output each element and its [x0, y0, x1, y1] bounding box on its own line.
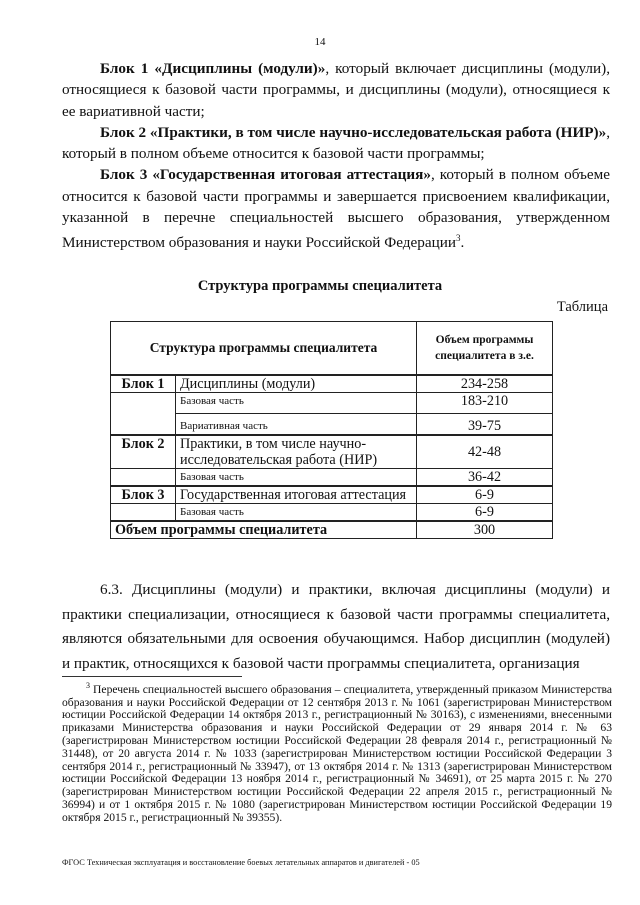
table-row	[111, 486, 553, 504]
page-number: 14	[314, 36, 326, 48]
table-row	[111, 414, 553, 436]
block1-title: Блок 1 «Дисциплины (модули)»	[100, 60, 326, 77]
block3-text: , который в полном объеме относится к базовой части программы и завершается присвоением квалификации, указанной в перечне специальностей высшего образования, утвержденном Министерством образования и науки Российской Федерации	[62, 166, 610, 252]
row-name: Практики, в том числе научно-исследовательская работа (НИР)	[176, 435, 417, 469]
row-block	[111, 504, 176, 522]
footnote	[62, 680, 612, 825]
footnote-mark: 3	[86, 681, 90, 690]
intro-paragraphs	[62, 58, 610, 254]
table-row	[111, 435, 553, 469]
row-block: Блок 3	[111, 486, 176, 504]
table-label: Таблица	[556, 299, 608, 315]
row-name: Дисциплины (модули)	[176, 375, 417, 393]
block3-title: Блок 3 «Государственная итоговая аттестация»	[100, 166, 431, 184]
footnote-text: Перечень специальностей высшего образования – специалитета, утвержденный приказом Министерства образования и науки Российской Федерации от 12 сентября 2013 г. № 1061 (зарегистрирован Министерством юстиции Российской Федерации 14 октября 2013 г., регистрационный № 30163), с изменениями, внесенными приказами Министерства образования и науки Российской Федерации от 29 января 2014 г. № 63 (зарегистрирован Министерством юстиции Российской Федерации 28 февраля 2014 г., регистрационный № 31448), от 20 августа 2014 г. № 1033 (зарегистрирован Министерством юстиции Российской Федерации 3 сентября 2014 г., регистрационный № 33947), от 13 октября 2014 г. № 1313 (зарегистрирован Министерством юстиции Российской Федерации 13 ноября 2014 г., регистрационный № 34691), от 25 марта 2015 г. № 270 (зарегистрирован Министерством юстиции Российской Федерации 22 апреля 2015 г., регистрационный № 36994) и от 1 октября 2015 г. № 1080 (зарегистрирован Министерством юстиции Российской Федерации 19 октября 2015 г., регистрационный № 39355).	[62, 682, 613, 824]
total-label: Объем программы специалитета	[111, 521, 417, 539]
row-name: Вариативная часть	[176, 414, 417, 436]
row-value: 42-48	[417, 435, 553, 469]
header-volume: Объем программы специалитета в з.е.	[417, 322, 553, 376]
table-total-row	[111, 521, 553, 539]
total-value: 300	[417, 521, 553, 539]
paragraph-block3	[62, 164, 610, 253]
table-row	[111, 504, 553, 522]
block1-text: , который включает дисциплины (модули), относящиеся к базовой части программы, и дисциплины (модули), относящиеся к ее вариативной части;	[62, 60, 610, 120]
header-structure: Структура программы специалитета	[111, 322, 417, 376]
paragraph-block2	[62, 122, 610, 165]
row-block	[111, 469, 176, 487]
structure-table	[110, 321, 553, 539]
table-row	[111, 375, 553, 393]
row-block: Блок 1	[111, 375, 176, 393]
block2-text: , который в полном объеме относится к базовой части программы;	[62, 123, 610, 163]
block2-title: Блок 2 «Практики, в том числе научно-исследовательская работа (НИР)»	[100, 123, 607, 141]
table-title: Структура программы специалитета	[197, 278, 443, 294]
row-value: 234-258	[417, 375, 553, 393]
row-value: 6-9	[417, 504, 553, 522]
document-footer: ФГОС Техническая эксплуатация и восстановление боевых летательных аппаратов и двигателей - 05	[62, 858, 420, 867]
row-name: Государственная итоговая аттестация	[176, 486, 417, 504]
block3-end: .	[460, 234, 465, 252]
section-text: 6.3. Дисциплины (модули) и практики, включая дисциплины (модули) и практики специализации, относящиеся к базовой части программы специалитета, являются обязательными для освоения обучающимся. Набор дисциплин (модулей) и практик, относящихся к базовой части программы специалитета, организация	[62, 581, 610, 672]
row-name: Базовая часть	[176, 393, 417, 414]
footnote-divider	[62, 676, 242, 677]
row-block: Блок 2	[111, 435, 176, 469]
table-row	[111, 469, 553, 487]
paragraph-block1	[62, 58, 610, 122]
row-name: Базовая часть	[176, 469, 417, 487]
row-name: Базовая часть	[176, 504, 417, 522]
table-row	[111, 393, 553, 414]
footnote-ref: 3	[455, 233, 461, 244]
table-header-row	[111, 322, 553, 376]
row-block	[111, 393, 176, 436]
section-6-3	[62, 578, 610, 676]
row-value: 39-75	[417, 414, 553, 436]
row-value: 183-210	[417, 393, 553, 414]
row-value: 36-42	[417, 469, 553, 487]
row-value: 6-9	[417, 486, 553, 504]
